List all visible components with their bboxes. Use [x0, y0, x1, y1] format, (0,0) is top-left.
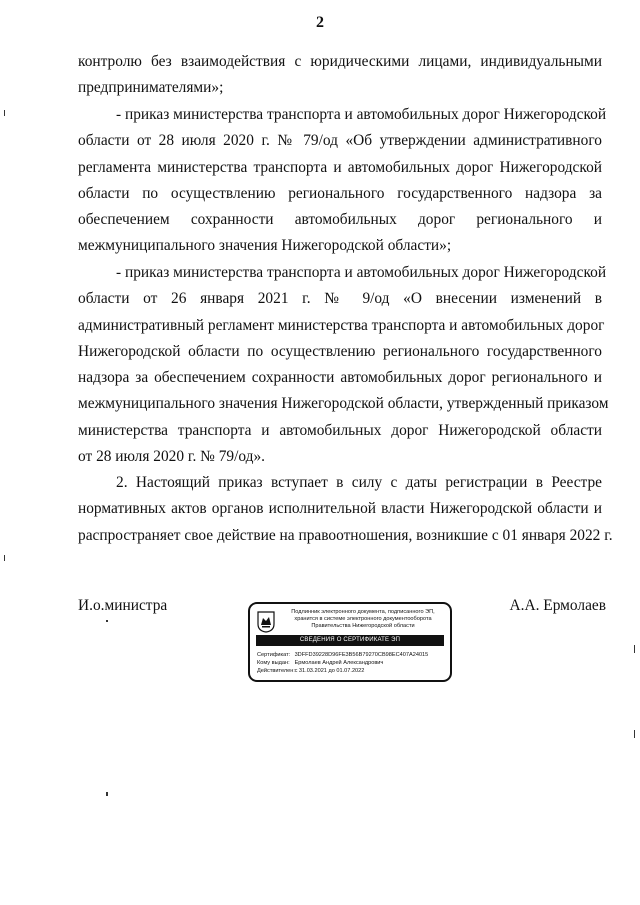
stamp-header — [278, 609, 448, 630]
paragraph-effective-date — [78, 470, 613, 549]
text-line: министерства транспорта и автомобильных дорог Нижегородской области — [78, 421, 602, 439]
text-line: области по осуществлению регионального государственного надзора за — [78, 184, 602, 202]
stamp-issued-label: Кому выдан: — [257, 660, 290, 666]
stamp-title-bar: СВЕДЕНИЯ О СЕРТИФИКАТЕ ЭП — [256, 635, 444, 646]
electronic-signature-stamp — [248, 602, 452, 682]
stamp-header-line: Правительства Нижегородской области — [311, 623, 415, 629]
scan-mark — [634, 645, 635, 653]
text-line: 2. Настоящий приказ вступает в силу с даты регистрации в Реестре — [116, 474, 602, 491]
stamp-valid-label: Действителен: — [257, 668, 295, 674]
stamp-issued-value: Ермолаев Андрей Александрович — [294, 660, 384, 666]
scan-mark — [106, 620, 108, 622]
text-line: - приказ министерства транспорта и автомобильных дорог Нижегородской — [116, 106, 607, 123]
stamp-valid-value: с 31.03.2021 до 01.07.2022 — [294, 668, 365, 674]
signatory-position: И.о.министра — [78, 597, 168, 614]
scan-mark — [4, 555, 5, 561]
text-line: распространяет свое действие на правоотношения, возникшие с 01 января 2022 г. — [78, 526, 613, 544]
text-line: предпринимателями»; — [78, 79, 224, 97]
page-number: 2 — [316, 14, 324, 31]
scan-mark — [4, 110, 5, 116]
text-line: - приказ министерства транспорта и автомобильных дорог Нижегородской — [116, 264, 607, 281]
scan-mark — [106, 792, 108, 796]
text-line: области от 26 января 2021 г. № 9/од «О внесении изменений в — [78, 290, 602, 308]
text-line: административный регламент министерства транспорта и автомобильных дорог — [78, 316, 605, 334]
coat-of-arms-icon — [257, 611, 275, 633]
text-line: нормативных актов органов исполнительной власти Нижегородской области и — [78, 500, 602, 518]
text-line: Нижегородской области по осуществлению регионального государственного — [78, 342, 602, 360]
paragraph-continuation — [78, 49, 602, 102]
text-line: надзора за обеспечением сохранности автомобильных дорог регионального и — [78, 369, 602, 387]
text-line: межмуниципального значения Нижегородской области, утвержденный приказом — [78, 395, 609, 413]
text-line: межмуниципального значения Нижегородской области»; — [78, 237, 452, 255]
stamp-cert-row — [257, 652, 428, 659]
stamp-issued-row — [257, 660, 383, 667]
text-line: обеспечением сохранности автомобильных дорог регионального и — [78, 211, 602, 229]
stamp-cert-value: 3DFFD39228D96FE3B56B79270CB98EC407A24015 — [294, 652, 429, 658]
stamp-valid-row — [257, 668, 364, 675]
paragraph-order-79 — [78, 102, 607, 260]
text-line: от 28 июля 2020 г. № 79/од». — [78, 448, 265, 466]
stamp-header-line: хранится в системе электронного документооборота — [294, 616, 432, 622]
paragraph-order-9 — [78, 260, 609, 470]
text-line: контролю без взаимодействия с юридическими лицами, индивидуальными — [78, 53, 602, 70]
signatory-name: А.А. Ермолаев — [509, 597, 606, 614]
stamp-header-line: Подлинник электронного документа, подписанного ЭП, — [291, 609, 435, 615]
text-line: регламента министерства транспорта и автомобильных дорог Нижегородской — [78, 158, 602, 176]
stamp-cert-label: Сертификат: — [257, 652, 291, 658]
scan-mark — [634, 730, 635, 738]
text-line: области от 28 июля 2020 г. № 79/од «Об утверждении административного — [78, 132, 602, 150]
